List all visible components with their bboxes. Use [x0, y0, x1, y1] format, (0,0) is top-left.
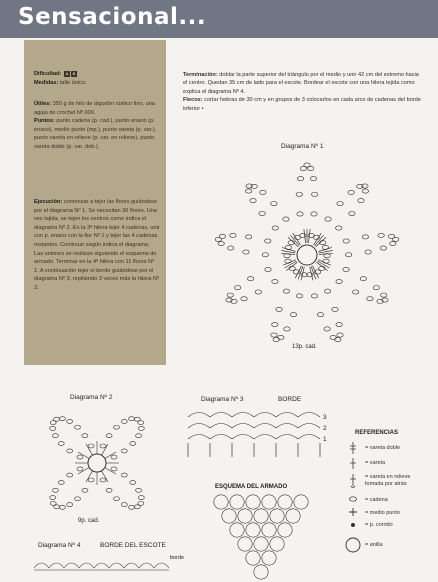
assembly-drawing [186, 492, 336, 582]
chain-stitch [82, 488, 88, 492]
chain-stitch [100, 444, 106, 448]
chain-stitch [67, 473, 73, 477]
chain-arch [298, 413, 320, 418]
chain-arch [139, 563, 154, 568]
chain-stitch [337, 201, 343, 205]
diagram-3-border-label: BORDE [278, 396, 302, 403]
flower-circle [254, 565, 268, 579]
chain-stitch [272, 279, 278, 283]
chain-stitch [77, 455, 83, 459]
chain-stitch [388, 234, 394, 238]
chain-arch [210, 435, 232, 440]
chain-arch [232, 424, 254, 429]
relief-treble-symbol [350, 474, 356, 488]
chain-stitch [271, 333, 277, 337]
chain-stitch [219, 234, 225, 238]
chain-stitch [251, 184, 257, 188]
chain-stitch [121, 449, 127, 453]
page-title: Sensacional... [18, 4, 207, 30]
chain-stitch [297, 212, 303, 216]
chain-stitch [349, 211, 355, 215]
title-banner [0, 0, 438, 38]
chain-stitch [59, 505, 65, 509]
stitches-label: Puntos: [34, 118, 55, 125]
chain-arch [298, 435, 320, 440]
chain-stitch [121, 419, 127, 423]
chain-stitch [278, 335, 284, 339]
chain-stitch [130, 480, 136, 484]
chain-arch [254, 413, 276, 418]
chain-stitch [255, 290, 261, 294]
chain-stitch [325, 217, 331, 221]
chain-stitch [336, 226, 342, 230]
treble-stitch [86, 471, 93, 482]
chain-arch [188, 413, 210, 418]
chain-stitch [50, 496, 56, 500]
flower-circle [246, 551, 260, 565]
chain-stitch [336, 279, 342, 283]
chain-stitch [230, 233, 236, 237]
flower-circle [270, 537, 284, 551]
chain-stitch [335, 337, 341, 341]
execution-text: comenzar a tejer las flores guiándose por el diagrama Nº 1. Se necesitan 36 flores. Una vez tejida, se tejen los centros como indica el diagrama Nº 2. En la 3ª hilera tejer 4 cadenas, unir con p. enano con la flor Nº 1 y tejer las 4 cadenas restantes. Continuar según indica el diagrama. [34, 199, 160, 248]
chain-stitch [348, 190, 354, 194]
flower-circle [278, 495, 292, 509]
finishing-text [183, 71, 423, 113]
chain-arch [79, 563, 94, 568]
chain-stitch [285, 259, 291, 263]
diagram-3-row-1: 1 [323, 436, 327, 443]
flower-circle [214, 495, 228, 509]
diagram-1-title: Diagrama Nº 1 [281, 143, 324, 150]
chain-stitch [381, 293, 387, 297]
chain-stitch [343, 239, 349, 243]
instructions-sidebar [24, 40, 166, 365]
chain-stitch [113, 425, 119, 429]
chain-stitch [67, 449, 73, 453]
assembly-title: ESQUEMA DEL ARMADO [215, 484, 288, 490]
materials-text: 350 g de hilo de algodón rústico fino, una aguja de crochet Nº 000. [34, 101, 155, 116]
chain-stitch [218, 241, 224, 245]
reference-relief-treble: = vareta en relieve tomada por atrás [365, 474, 411, 487]
chain-stitch [247, 277, 253, 281]
chain-stitch [296, 294, 302, 298]
difficulty-label: Dificultad: [34, 71, 62, 77]
chain-stitch [54, 417, 60, 421]
chain-stitch [276, 307, 282, 311]
chain-stitch [311, 294, 317, 298]
chain-stitch [82, 434, 88, 438]
chain-stitch [360, 277, 366, 281]
chain-stitch [332, 307, 338, 311]
diagram-4-subtitle: BORDE DEL ESCOTE [100, 542, 166, 549]
chain-stitch [59, 417, 65, 421]
diagram-4-border-label: borde [170, 555, 185, 561]
chain-stitch [283, 217, 289, 221]
references-symbols [345, 440, 365, 580]
flower-circle [270, 509, 284, 523]
diagram-2-drawing [30, 400, 165, 525]
chain-stitch [392, 237, 398, 241]
chain-arch [254, 435, 276, 440]
chain-arch [232, 435, 254, 440]
chain-stitch [358, 199, 364, 203]
stitches-paragraph [34, 117, 160, 151]
center-ring [88, 454, 106, 472]
fringe-paragraph [183, 96, 423, 113]
treble-stitch [319, 254, 333, 255]
chain-stitch [262, 253, 268, 257]
flower-circle [246, 523, 260, 537]
treble-stitch [102, 444, 109, 455]
chain-stitch [290, 313, 296, 317]
chain-stitch [121, 473, 127, 477]
chain-stitch [272, 322, 278, 326]
chain-stitch [337, 333, 343, 337]
chain-stitch [336, 322, 342, 326]
chain-arch [109, 563, 124, 568]
chain-stitch [250, 199, 256, 203]
flower-circle [238, 537, 252, 551]
chain-stitch [234, 286, 240, 290]
chain-stitch [129, 417, 135, 421]
chain-stitch [243, 250, 249, 254]
chain-stitch [265, 267, 271, 271]
chain-stitch [77, 467, 83, 471]
treble-stitch [86, 444, 93, 455]
chain-stitch [259, 211, 265, 215]
chain-stitch [106, 434, 112, 438]
diagram-3-drawing [180, 405, 330, 465]
diagram-3-row-3: 3 [323, 414, 327, 421]
chain-stitch [138, 496, 144, 500]
chain-stitch [245, 235, 251, 239]
chain-arch [94, 563, 109, 568]
treble-stitch [281, 254, 295, 255]
chain-stitch [67, 503, 73, 507]
chain-arch [154, 563, 169, 568]
chain-stitch [324, 327, 330, 331]
chain-stitch [227, 246, 233, 250]
chain-stitch [130, 442, 136, 446]
chain-arch [34, 563, 49, 568]
chain-arch [64, 563, 79, 568]
chain-stitch [271, 201, 277, 205]
chain-stitch [317, 313, 323, 317]
chain-stitch [323, 259, 329, 263]
chain-stitch [289, 266, 295, 270]
chain-stitch [296, 192, 302, 196]
chain-stitch [380, 246, 386, 250]
materials-paragraph [34, 100, 160, 117]
chain-stitch [272, 226, 278, 230]
chain-stitch [52, 488, 58, 492]
chain-stitch [58, 480, 64, 484]
chain-arch [188, 424, 210, 429]
flower-circle [278, 523, 292, 537]
difficulty-icon: B [72, 71, 76, 76]
flower-circle [246, 495, 260, 509]
difficulty-icons [63, 70, 77, 79]
diagram-1-drawing [212, 150, 412, 365]
chain-stitch [67, 419, 73, 423]
chain-stitch [311, 192, 317, 196]
flower-circle [294, 495, 308, 509]
chain-stitch [330, 335, 336, 339]
chain-stitch [310, 177, 316, 181]
chain-stitch [113, 497, 119, 501]
chain-stitch [273, 337, 279, 341]
chain-stitch [362, 184, 368, 188]
chain-stitch [362, 189, 368, 193]
chain-stitch [265, 239, 271, 243]
chain-stitch [100, 478, 106, 482]
fringe-body: cortar hebras de 30 cm y en grupos de 3 colocarlos en cada arco de cadenas del borde inferior • [183, 97, 421, 112]
diagram-4-title: Diagrama Nº 4 [38, 542, 81, 549]
execution-paragraph [34, 198, 160, 250]
chain-stitch [345, 253, 351, 257]
slip-stitch-symbol [351, 523, 355, 527]
flower-circle [238, 509, 252, 523]
finishing-paragraph [183, 71, 423, 96]
chain-symbol [350, 497, 357, 501]
chain-stitch [367, 297, 373, 301]
joins-paragraph [34, 250, 160, 293]
difficulty-line [34, 70, 160, 79]
joins-text: Las uniones se realizan siguiendo el esquema de armado. Terminar en la 4ª hilera con 11 flores Nº 1. A continuación tejer el borde guiándose por el diagrama Nº 3, repitiendo 3 veces más la hilera Nº 2. [34, 250, 160, 291]
chain-stitch [311, 212, 317, 216]
sizes-label: Medidas: [34, 79, 59, 86]
chain-stitch [121, 503, 127, 507]
finishing-label: Terminación: [183, 72, 218, 78]
diagram-3-title: Diagrama Nº 3 [201, 396, 244, 403]
flower-circle [254, 509, 268, 523]
chain-stitch [111, 467, 117, 471]
flower-circle [254, 537, 268, 551]
chain-stitch [50, 501, 56, 505]
chain-stitch [138, 426, 144, 430]
chain-stitch [352, 290, 358, 294]
chain-stitch [136, 434, 142, 438]
execution-label: Ejecución: [34, 199, 63, 205]
diagram-2-note: 9p. cad. [78, 518, 100, 524]
chain-stitch [260, 190, 266, 194]
chain-stitch [284, 327, 290, 331]
fringe-label: Flecos: [183, 97, 203, 104]
chain-arch [232, 413, 254, 418]
chain-stitch [343, 267, 349, 271]
flower-circle [230, 495, 244, 509]
chain-arch [298, 424, 320, 429]
sizes-value: talle único. [59, 79, 87, 86]
diagram-4-drawing [30, 550, 180, 576]
finishing-body: doblar la parte superior del triángulo por el medio y unir 42 cm del extremo hacia el centro. Quedan 35 cm de lado para el escote. Bordear el escote con una hilera tejida como explica el diagrama Nº 4. [183, 72, 419, 95]
chain-stitch [52, 434, 58, 438]
chain-stitch [241, 297, 247, 301]
difficulty-icon: A [65, 71, 69, 76]
chain-arch [210, 424, 232, 429]
chain-stitch [227, 293, 233, 297]
diagram-3-row-2: 2 [323, 425, 327, 432]
diagram-2-title: Diagrama Nº 2 [70, 394, 113, 401]
flower-circle [230, 523, 244, 537]
chain-stitch [111, 455, 117, 459]
ring-symbol [346, 538, 360, 552]
single-crochet-symbol [349, 508, 357, 516]
chain-arch [124, 563, 139, 568]
chain-stitch [390, 241, 396, 245]
reference-single-crochet: = medio punto [365, 510, 401, 516]
chain-stitch [88, 478, 94, 482]
flower-circle [286, 509, 300, 523]
sizes-line [34, 79, 160, 88]
chain-stitch [129, 505, 135, 509]
chain-stitch [297, 177, 303, 181]
chain-stitch [136, 488, 142, 492]
chain-stitch [378, 233, 384, 237]
chain-stitch [283, 289, 289, 293]
chain-stitch [245, 189, 251, 193]
center-ring [297, 245, 317, 265]
reference-treble: = vareta [365, 460, 386, 466]
chain-arch [188, 435, 210, 440]
chain-arch [49, 563, 64, 568]
flower-circle [262, 551, 276, 565]
chain-stitch [138, 421, 144, 425]
reference-chain: = cadena [365, 497, 388, 503]
chain-stitch [373, 286, 379, 290]
flower-circle [222, 509, 236, 523]
chain-stitch [106, 488, 112, 492]
reference-double-treble: = vareta doble [365, 445, 401, 451]
chain-stitch [58, 442, 64, 446]
diagram-1-note: 13p. cad. [292, 344, 317, 350]
chain-stitch [88, 444, 94, 448]
chain-arch [276, 424, 298, 429]
reference-ring: = anilla [365, 542, 383, 548]
chain-stitch [50, 426, 56, 430]
reference-slip-stitch: = p. corrido [365, 522, 393, 528]
treble-stitch [308, 229, 310, 243]
chain-arch [254, 424, 276, 429]
chain-arch [210, 413, 232, 418]
references-title: REFERENCIAS [355, 430, 399, 436]
flower-circle [262, 495, 276, 509]
flower-circle [262, 523, 276, 537]
chain-stitch [362, 235, 368, 239]
treble-stitch [102, 471, 109, 482]
chain-arch [276, 413, 298, 418]
chain-stitch [307, 166, 313, 170]
chain-arch [276, 435, 298, 440]
treble-stitch [304, 229, 306, 243]
chain-stitch [365, 250, 371, 254]
materials-label: Útiles: [34, 101, 52, 107]
chain-stitch [324, 289, 330, 293]
stitches-text: punto cadena (p. cad.), punto enano (p. enano), medio punto (mp.), punto vareta (p. var.), punto vareta en relieve (p. var. en relieve), punto vareta doble (p. var. dob.). [34, 118, 157, 150]
chain-stitch [215, 237, 221, 241]
chain-stitch [75, 425, 81, 429]
chain-stitch [75, 497, 81, 501]
chain-stitch [134, 505, 140, 509]
